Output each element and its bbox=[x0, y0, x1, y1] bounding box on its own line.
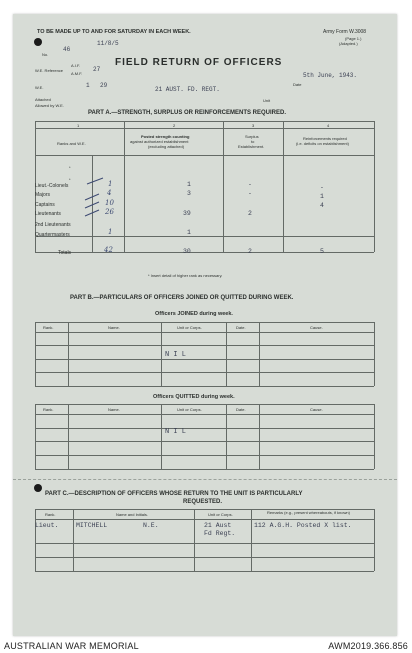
col-header: Cause. bbox=[310, 325, 323, 330]
posted-header: against authorized establishment bbox=[130, 139, 189, 144]
requested-unit-2: Fd Regt. bbox=[204, 530, 236, 537]
we-entry: 1 bbox=[108, 228, 113, 236]
posted-header: Posted strength counting bbox=[141, 134, 190, 139]
joined-nil: N I L bbox=[165, 351, 187, 359]
posted-value: 1 bbox=[187, 229, 191, 236]
part-a-footnote: * Insert detail of higher rank as necessary. bbox=[148, 273, 223, 278]
col-header: Date. bbox=[236, 407, 246, 412]
we-entry: 26 bbox=[105, 208, 114, 216]
col-number: 3 bbox=[252, 123, 255, 128]
ranks-header: Ranks and W.E. bbox=[57, 141, 86, 146]
rank-label: Lieut.-Colonels bbox=[35, 183, 69, 189]
we-entry: 1 bbox=[108, 180, 113, 188]
part-c-title-2: REQUESTED. bbox=[183, 499, 223, 505]
col-header: Remarks (e.g., present whereabouts, if known) bbox=[267, 510, 350, 515]
unit-label: Unit bbox=[263, 98, 271, 103]
part-c-title: PART C.—DESCRIPTION OF OFFICERS WHOSE RETURN TO THE UNIT IS PARTICULARLY bbox=[45, 491, 303, 497]
rank-label: 2nd Lieutenants bbox=[35, 222, 71, 228]
posted-value: 1 bbox=[187, 181, 191, 188]
we-value: 1 bbox=[86, 82, 90, 89]
date-value: 5th June, 1943. bbox=[303, 72, 358, 79]
col-number: 1 bbox=[77, 123, 80, 128]
date-label: Date bbox=[293, 82, 302, 87]
surplus-value: 2 bbox=[248, 210, 252, 217]
rank-label: Captains bbox=[35, 202, 55, 208]
posted-value: 3 bbox=[187, 190, 191, 197]
reinf-value: - bbox=[320, 184, 324, 191]
top-instruction: TO BE MADE UP TO AND FOR SATURDAY IN EACH WEEK. bbox=[37, 29, 191, 35]
punch-hole bbox=[34, 484, 42, 492]
allowed-label: Allowed by W.E. bbox=[35, 103, 64, 108]
col-number: 2 bbox=[173, 123, 176, 128]
fold-line bbox=[13, 479, 397, 480]
we-entry-total: 42 bbox=[104, 246, 113, 254]
requested-name: MITCHELL bbox=[76, 522, 108, 529]
requested-remarks: 112 A.G.H. Posted X list. bbox=[254, 522, 352, 529]
no-value: 46 bbox=[63, 46, 71, 53]
col-number: 4 bbox=[327, 123, 330, 128]
page-note: (Page 1.) bbox=[345, 36, 362, 41]
we-reference-value: 11/8/5 bbox=[97, 40, 119, 47]
quitted-title: Officers QUITTED during week. bbox=[153, 394, 235, 400]
form-sheet bbox=[13, 14, 397, 636]
rank-label: Lieutenants bbox=[35, 211, 61, 217]
amf-label: A.M.F. bbox=[71, 71, 83, 76]
we-reference-label: W.E. Reference bbox=[35, 68, 64, 73]
reinf-header: (i.e. deficits on establishment) bbox=[296, 141, 349, 146]
star-marker: * bbox=[69, 165, 71, 170]
form-number: Army Form W.3008 bbox=[323, 29, 367, 35]
surplus-value: - bbox=[248, 181, 252, 188]
reinf-header: Reinforcements required bbox=[303, 136, 347, 141]
posted-header: (excluding attached) bbox=[148, 144, 185, 149]
part-b-title: PART B.—PARTICULARS OF OFFICERS JOINED OR QUITTED DURING WEEK. bbox=[70, 295, 294, 301]
reinf-value: 1 bbox=[320, 193, 324, 200]
col-header: Name and Initials. bbox=[116, 512, 149, 517]
col-header: Rank. bbox=[43, 407, 54, 412]
surplus-total: 2 bbox=[248, 248, 252, 255]
posted-total: 30 bbox=[183, 248, 191, 255]
rank-label: Majors bbox=[35, 192, 51, 198]
we-entry: 4 bbox=[107, 189, 112, 197]
col-header: Cause. bbox=[310, 407, 323, 412]
part-a-title: PART A.—STRENGTH, SURPLUS OR REINFORCEMENTS REQUIRED. bbox=[88, 110, 287, 116]
star-marker: * bbox=[69, 177, 71, 182]
requested-initials: N.E. bbox=[143, 522, 159, 529]
reinf-total: 5 bbox=[320, 248, 324, 255]
quitted-nil: N I L bbox=[165, 428, 187, 436]
adapted-note: (Adapted.) bbox=[339, 41, 358, 46]
surplus-header: Surplus bbox=[245, 134, 259, 139]
surplus-header: Establishment. bbox=[238, 144, 265, 149]
col-header: Unit or Corps. bbox=[208, 512, 233, 517]
surplus-header: to bbox=[251, 139, 255, 144]
no-label: No. bbox=[42, 52, 49, 57]
we-label: W.E. bbox=[35, 85, 44, 90]
col-header: Name. bbox=[108, 325, 120, 330]
posted-value: 39 bbox=[183, 210, 191, 217]
footer-accession: AWM2019.366.856 bbox=[328, 641, 408, 651]
unit-value: 21 AUST. FD. REGT. bbox=[155, 86, 220, 93]
we-value-2: 29 bbox=[100, 82, 108, 89]
punch-hole bbox=[34, 38, 42, 46]
col-header: Rank. bbox=[45, 512, 56, 517]
aif-label: A.I.F. bbox=[71, 63, 81, 68]
rank-label: Quartermasters bbox=[35, 232, 70, 238]
col-header: Unit or Corps. bbox=[177, 407, 202, 412]
surplus-value: - bbox=[248, 190, 252, 197]
col-header: Name. bbox=[108, 407, 120, 412]
col-header: Unit or Corps. bbox=[177, 325, 202, 330]
attached-label: Attached bbox=[35, 97, 51, 102]
totals-label: Totals bbox=[58, 250, 72, 256]
requested-rank: Lieut. bbox=[35, 522, 59, 529]
form-title: FIELD RETURN OF OFFICERS bbox=[115, 57, 283, 68]
joined-title: Officers JOINED during week. bbox=[155, 311, 233, 317]
requested-unit: 21 Aust bbox=[204, 522, 232, 529]
we-entry: 10 bbox=[105, 199, 114, 207]
reinf-value: 4 bbox=[320, 202, 324, 209]
col-header: Date. bbox=[236, 325, 246, 330]
col-header: Rank. bbox=[43, 325, 54, 330]
amf-value: 27 bbox=[93, 66, 101, 73]
footer-credit: AUSTRALIAN WAR MEMORIAL bbox=[4, 641, 139, 651]
